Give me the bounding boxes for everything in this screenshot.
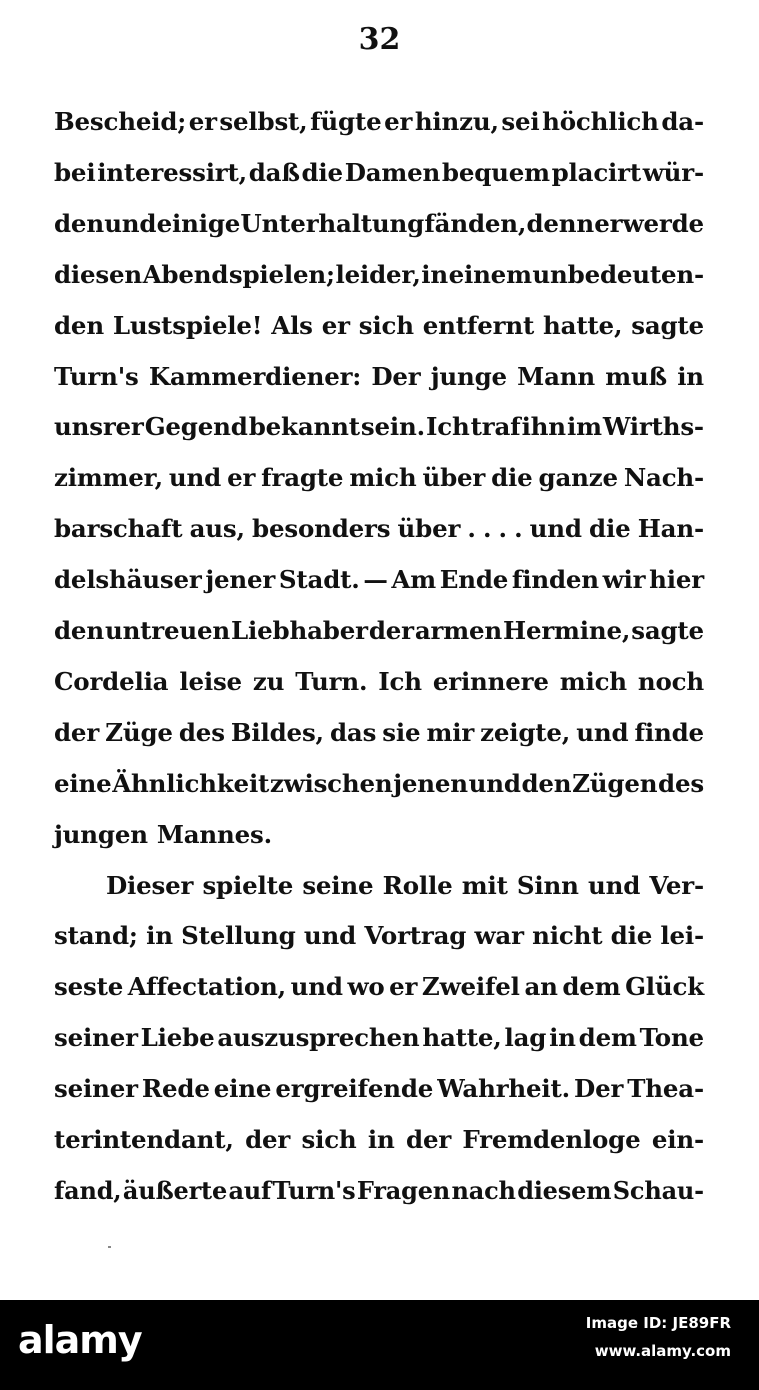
text-line	[54, 710, 704, 756]
word: bekannt	[248, 412, 360, 442]
word: Gegend	[144, 412, 248, 442]
word: finden	[511, 565, 599, 595]
word: die	[301, 157, 343, 187]
word: die	[610, 921, 653, 951]
word: in	[367, 1125, 395, 1154]
word: jungen	[54, 819, 148, 849]
word: der	[245, 1125, 291, 1154]
word: und	[587, 870, 641, 900]
word: .	[514, 514, 523, 544]
word: lei-	[660, 921, 704, 951]
text-line	[54, 506, 704, 552]
word: sein.	[360, 412, 425, 442]
word: selbst,	[219, 107, 308, 136]
word: Rolle	[382, 870, 453, 900]
text-line	[54, 1066, 704, 1112]
text-line	[54, 964, 704, 1010]
word: besonders	[252, 514, 391, 544]
word: aus,	[189, 514, 245, 544]
word: .	[482, 514, 492, 544]
word: zimmer,	[54, 463, 163, 493]
word: in	[421, 259, 448, 289]
alamy-logo: alamy	[18, 1318, 142, 1362]
word: sagte	[631, 310, 704, 340]
word: seste	[54, 972, 124, 1002]
word: Fragen	[356, 1175, 451, 1205]
word: Glück	[625, 972, 704, 1002]
word: Als	[271, 310, 313, 340]
text-line	[54, 557, 704, 603]
word: fügte	[310, 107, 382, 136]
word: Thea-	[627, 1074, 704, 1104]
word: delshäuser	[54, 565, 202, 595]
word: denn	[526, 208, 595, 238]
word: er	[321, 310, 350, 340]
word: Der	[574, 1074, 624, 1104]
site-url: www.alamy.com	[594, 1342, 731, 1360]
word: Unterhaltung	[240, 208, 425, 238]
word: wür-	[642, 157, 704, 187]
word: und	[529, 514, 582, 544]
word: erinnere	[432, 666, 549, 696]
word: in	[677, 361, 704, 391]
word: —	[363, 565, 388, 595]
word: Wahrheit.	[437, 1074, 570, 1104]
text-line	[54, 608, 704, 654]
word: muß	[605, 361, 667, 391]
word: und	[168, 463, 222, 493]
word: an	[524, 972, 558, 1002]
word: traf	[470, 412, 521, 442]
word: Ich	[378, 666, 422, 696]
word: seiner	[54, 1023, 138, 1053]
word: Dieser	[106, 870, 194, 900]
word: Ähnlichkeit	[112, 768, 270, 798]
word: werde	[622, 208, 704, 238]
word: spielte	[202, 870, 294, 900]
word: des	[658, 768, 704, 798]
word: ihn	[521, 412, 566, 442]
word: jenen	[393, 768, 468, 798]
word: Ende	[439, 565, 509, 595]
word: mich	[559, 666, 627, 696]
word: sie	[382, 717, 421, 747]
word: den	[521, 768, 572, 798]
word: unsrer	[54, 412, 144, 442]
word: Ich	[426, 412, 470, 442]
word: mich	[349, 463, 417, 493]
word: sagte	[631, 616, 704, 645]
word: wo	[347, 972, 385, 1002]
word: armen	[414, 616, 502, 645]
word: jener	[205, 565, 276, 595]
word: Rede	[141, 1074, 210, 1104]
word: Mann	[517, 361, 595, 391]
word: äußerte	[122, 1175, 228, 1205]
word: Liebe	[140, 1023, 215, 1053]
text-line	[54, 99, 704, 145]
word: nicht	[532, 921, 603, 951]
word: des	[178, 717, 225, 747]
word: die	[491, 463, 533, 493]
word: Kammerdiener:	[148, 361, 362, 391]
text-line	[54, 354, 704, 400]
watermark-footer	[0, 1300, 759, 1390]
text-line	[54, 1117, 704, 1163]
text-line	[54, 303, 704, 349]
text-line	[54, 659, 704, 705]
word: und	[104, 208, 157, 238]
word: den	[54, 616, 104, 645]
word: seiner	[54, 1074, 138, 1104]
word: dem	[562, 972, 621, 1002]
word: fragte	[261, 463, 344, 493]
word: über	[422, 463, 486, 493]
word: die	[589, 514, 631, 544]
word: über	[397, 514, 461, 544]
word: bequem	[441, 157, 550, 187]
word: stand;	[54, 921, 138, 951]
word: den	[54, 208, 104, 238]
word: lag	[504, 1023, 547, 1053]
word: terintendant,	[54, 1125, 234, 1154]
word: in	[549, 1023, 576, 1053]
word: zwischen	[269, 768, 393, 798]
word: diesen	[54, 259, 143, 289]
word: der	[406, 1125, 452, 1154]
word: sich	[358, 310, 414, 340]
word: unbedeuten-	[532, 259, 704, 289]
word: mit	[461, 870, 508, 900]
word: höchlich	[542, 107, 659, 136]
text-line	[54, 1168, 704, 1214]
word: hatte,	[543, 310, 623, 340]
word: sei	[501, 107, 540, 136]
word: eine	[213, 1074, 272, 1104]
word: einem	[448, 259, 532, 289]
word: er	[188, 107, 217, 136]
word: Cordelia	[54, 666, 169, 696]
word: und	[576, 717, 629, 747]
word: leise	[179, 666, 242, 696]
word: Schau-	[612, 1175, 704, 1205]
word: Der	[371, 361, 421, 391]
word: dem	[578, 1023, 637, 1053]
word: Nach-	[623, 463, 704, 493]
word: Affectation,	[127, 972, 286, 1002]
word: Damen	[344, 157, 441, 187]
word: fand,	[54, 1175, 122, 1205]
word: Zweifel	[421, 972, 520, 1002]
word: Am	[391, 565, 436, 595]
word: spielen;	[228, 259, 335, 289]
word: mir	[426, 717, 475, 747]
word: finde	[634, 717, 704, 747]
word: zu	[252, 666, 285, 696]
word: bei	[54, 157, 96, 187]
word: Fremdenloge	[462, 1125, 641, 1154]
word: leider,	[335, 259, 421, 289]
text-line	[54, 455, 704, 501]
word: hinzu,	[414, 107, 499, 136]
word: Ver-	[649, 870, 704, 900]
page-number: 32	[358, 22, 401, 57]
word: hatte,	[422, 1023, 502, 1053]
word: er	[227, 463, 256, 493]
word: und	[303, 921, 357, 951]
word: der	[54, 717, 100, 747]
print-speck	[108, 1246, 111, 1248]
word: junge	[430, 361, 507, 391]
word: ergreifende	[275, 1074, 434, 1104]
word: er	[384, 107, 413, 136]
text-line	[54, 404, 704, 450]
word: Mannes.	[156, 819, 272, 849]
word: Sinn	[516, 870, 579, 900]
word: der	[368, 616, 414, 645]
word: Turn's	[272, 1175, 356, 1205]
word: auf	[228, 1175, 272, 1205]
text-line	[54, 761, 704, 807]
word: ein-	[651, 1125, 704, 1154]
word: Stadt.	[278, 565, 360, 595]
word: Liebhaber	[231, 616, 368, 645]
word: daß	[248, 157, 300, 187]
word: Vortrag	[364, 921, 467, 951]
word: Hermine,	[503, 616, 631, 645]
word: Züge	[105, 717, 173, 747]
text-line	[106, 863, 704, 909]
word: entfernt	[422, 310, 535, 340]
word: einige	[156, 208, 241, 238]
word: Wirths-	[602, 412, 704, 442]
word: eine	[54, 768, 112, 798]
word: sich	[301, 1125, 357, 1154]
word: zeigte,	[480, 717, 571, 747]
text-line	[54, 252, 704, 298]
text-line	[54, 913, 704, 959]
word: das	[329, 717, 377, 747]
word: auszusprechen	[217, 1023, 420, 1053]
word: Lustspiele!	[112, 310, 263, 340]
word: barschaft	[54, 514, 183, 544]
word: Zügen	[572, 768, 658, 798]
word: er	[389, 972, 418, 1002]
word: Bildes,	[230, 717, 324, 747]
word: Han-	[637, 514, 704, 544]
word: im	[566, 412, 602, 442]
word: Stellung	[181, 921, 296, 951]
word: .	[498, 514, 507, 544]
word: hier	[649, 565, 704, 595]
word: den	[54, 310, 104, 340]
text-line	[54, 812, 704, 858]
text-line	[54, 150, 704, 196]
word: seine	[302, 870, 374, 900]
word: Turn.	[295, 666, 368, 696]
word: untreuen	[104, 616, 231, 645]
word: und	[290, 972, 343, 1002]
word: er	[594, 208, 623, 238]
text-line	[54, 1015, 704, 1061]
word: interessirt,	[97, 157, 247, 187]
word: wir	[602, 565, 646, 595]
word: ganze	[538, 463, 618, 493]
text-line	[54, 201, 704, 247]
word: war	[474, 921, 524, 951]
word: Bescheid;	[54, 107, 187, 136]
word: placirt	[551, 157, 641, 187]
word: Abend	[142, 259, 229, 289]
word: und	[468, 768, 521, 798]
word: .	[467, 514, 476, 544]
word: noch	[637, 666, 704, 696]
word: in	[146, 921, 173, 951]
word: diesem	[517, 1175, 612, 1205]
word: fänden,	[424, 208, 527, 238]
image-id-label: Image ID: JE89FR	[585, 1314, 731, 1332]
word: da-	[661, 107, 704, 136]
word: Tone	[639, 1023, 704, 1053]
word: Turn's	[54, 361, 139, 391]
word: nach	[451, 1175, 516, 1205]
